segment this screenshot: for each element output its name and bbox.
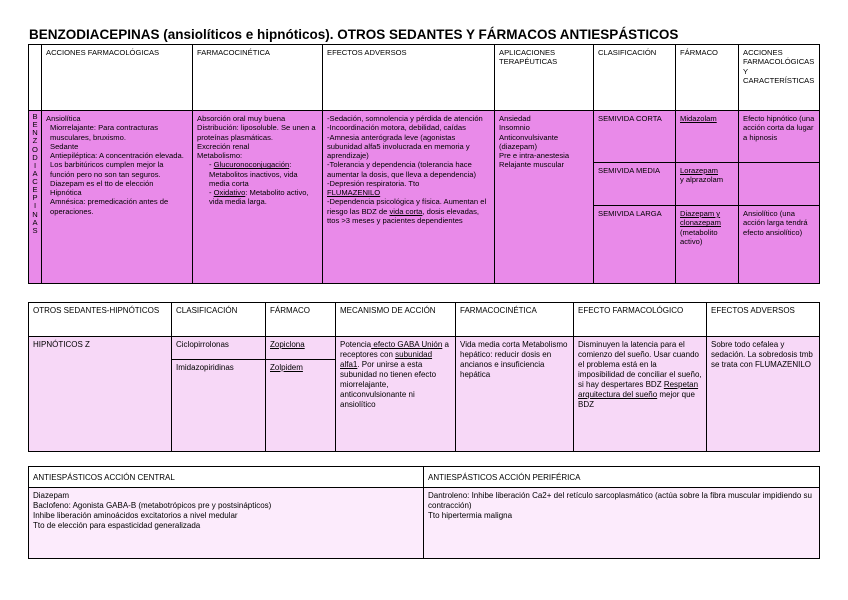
page-title: BENZODIACEPINAS (ansiolíticos e hipnóticos). OTROS SEDANTES Y FÁRMACOS ANTIESPÁSTICOS — [29, 27, 679, 42]
header-blank — [28, 44, 42, 111]
cell-acciones-larga: Ansiolítico (una acción larga tendrá efecto ansiolítico) — [738, 205, 820, 284]
cell-efectos-adversos: -Sedación, somnolencia y pérdida de atención -Incoordinación motora, debilidad, caídas -Amnesia anterógrada leve (agonistas subunidad alfa5 involucrada en memoria y aprendizaje) -Tolerancia y dependencia (tolerancia hace aumentar la dosis, que lleva a dependencia) -Depresión respiratoria. Tto FLUMAZENILO -Dependencia psicológica y física. Aumentan el riesgo las BDZ de vida corta, dosis elevadas, ttos >3 meses y pacientes dependientes — [322, 110, 495, 284]
cell-clasificacion-media: SEMIVIDA MEDIA — [593, 162, 676, 206]
cell-zolpidem: Zolpidem — [265, 359, 336, 452]
header-aplicaciones: APLICACIONES TERAPÉUTICAS — [494, 44, 594, 111]
cell-hipnoticos-z: HIPNÓTICOS Z — [28, 336, 172, 452]
cell-farmaco-media: Lorazepam y alprazolam — [675, 162, 739, 206]
cell-efectos-adversos-2: Sobre todo cefalea y sedación. La sobredosis tmb se trata con FLUMAZENILO — [706, 336, 820, 452]
header-farmacocinetica-2: FARMACOCINÉTICA — [455, 302, 574, 337]
cell-farmaco-larga: Diazepam y clonazepam (metabolito activo) — [675, 205, 739, 284]
header-antiespasticos-periferica: ANTIESPÁSTICOS ACCIÓN PERIFÉRICA — [423, 466, 820, 488]
header-farmacocinetica: FARMACOCINÉTICA — [192, 44, 323, 111]
cell-antiespasticos-central: Diazepam Baclofeno: Agonista GABA-B (metabotrópicos pre y postsinápticos) Inhibe liberación aminoácidos excitatorios a nivel medular Tto de elección para espasticidad generalizada — [28, 487, 424, 559]
cell-antiespasticos-periferica: Dantroleno: Inhibe liberación Ca2+ del retículo sarcoplasmático (actúa sobre la fibra muscular impidiendo su contracción) Tto hipertermia maligna — [423, 487, 820, 559]
cell-farmacocinetica: Absorción oral muy buena Distribución: liposoluble. Se unen a proteínas plasmáticas. Excreción renal Metabolismo: - Glucuronoconjugación: Metabolitos inactivos, vida media corta - Oxidativo: Metabolito activo, vida media larga. — [192, 110, 323, 284]
cell-acciones-corta: Efecto hipnótico (una acción corta da lugar a hipnosis — [738, 110, 820, 163]
cell-clasificacion-corta: SEMIVIDA CORTA — [593, 110, 676, 163]
cell-aplicaciones: Ansiedad Insomnio Anticonvulsivante (diazepam) Pre e intra-anestesia Relajante muscular — [494, 110, 594, 284]
row-label-benzodiacepinas: B E N Z O D I A C E P I N A S — [28, 110, 42, 284]
header-acciones-caracteristicas: ACCIONES FARMACOLÓGICAS Y CARACTERÍSTICAS — [738, 44, 820, 111]
header-clasificacion-2: CLASIFICACIÓN — [171, 302, 266, 337]
header-efectos-adversos: EFECTOS ADVERSOS — [322, 44, 495, 111]
header-efecto-farmacologico: EFECTO FARMACOLÓGICO — [573, 302, 707, 337]
cell-acciones-media — [738, 162, 820, 206]
cell-imidazopiridinas: Imidazopiridinas — [171, 359, 266, 452]
header-otros-sedantes: OTROS SEDANTES-HIPNÓTICOS — [28, 302, 172, 337]
header-acciones: ACCIONES FARMACOLÓGICAS — [41, 44, 193, 111]
cell-zopiclona: Zopiclona — [265, 336, 336, 360]
header-efectos-adversos-2: EFECTOS ADVERSOS — [706, 302, 820, 337]
cell-farmaco-corta: Midazolam — [675, 110, 739, 163]
header-farmaco: FÁRMACO — [675, 44, 739, 111]
cell-efecto-farmacologico: Disminuyen la latencia para el comienzo del sueño. Usar cuando el problema está en la imposibilidad de conciliar el sueño, si hay despertares BDZ Respetan arquitectura del sueño mejor que BDZ — [573, 336, 707, 452]
cell-clasificacion-larga: SEMIVIDA LARGA — [593, 205, 676, 284]
cell-ciclopirrolonas: Ciclopirrolonas — [171, 336, 266, 360]
cell-acciones: Ansiolítica Miorrelajante: Para contracturas musculares, bruxismo. Sedante Antiepiléptica: A concentración elevada. Los barbitúricos cumplen mejor la función pero no son tan seguros. Diazepam es el tto de elección Hipnótica Amnésica: premedicación antes de operaciones. — [41, 110, 193, 284]
header-antiespasticos-central: ANTIESPÁSTICOS ACCIÓN CENTRAL — [28, 466, 424, 488]
cell-mecanismo: Potencia efecto GABA Unión a receptores con subunidad alfa1. Por unirse a esta subunidad no tienen efecto miorrelajante, anticonvulsionante ni ansiolítico — [335, 336, 456, 452]
header-clasificacion: CLASIFICACIÓN — [593, 44, 676, 111]
cell-farmacocinetica-2: Vida media corta Metabolismo hepático: reducir dosis en ancianos e insuficiencia hepática — [455, 336, 574, 452]
header-farmaco-2: FÁRMACO — [265, 302, 336, 337]
header-mecanismo: MECANISMO DE ACCIÓN — [335, 302, 456, 337]
